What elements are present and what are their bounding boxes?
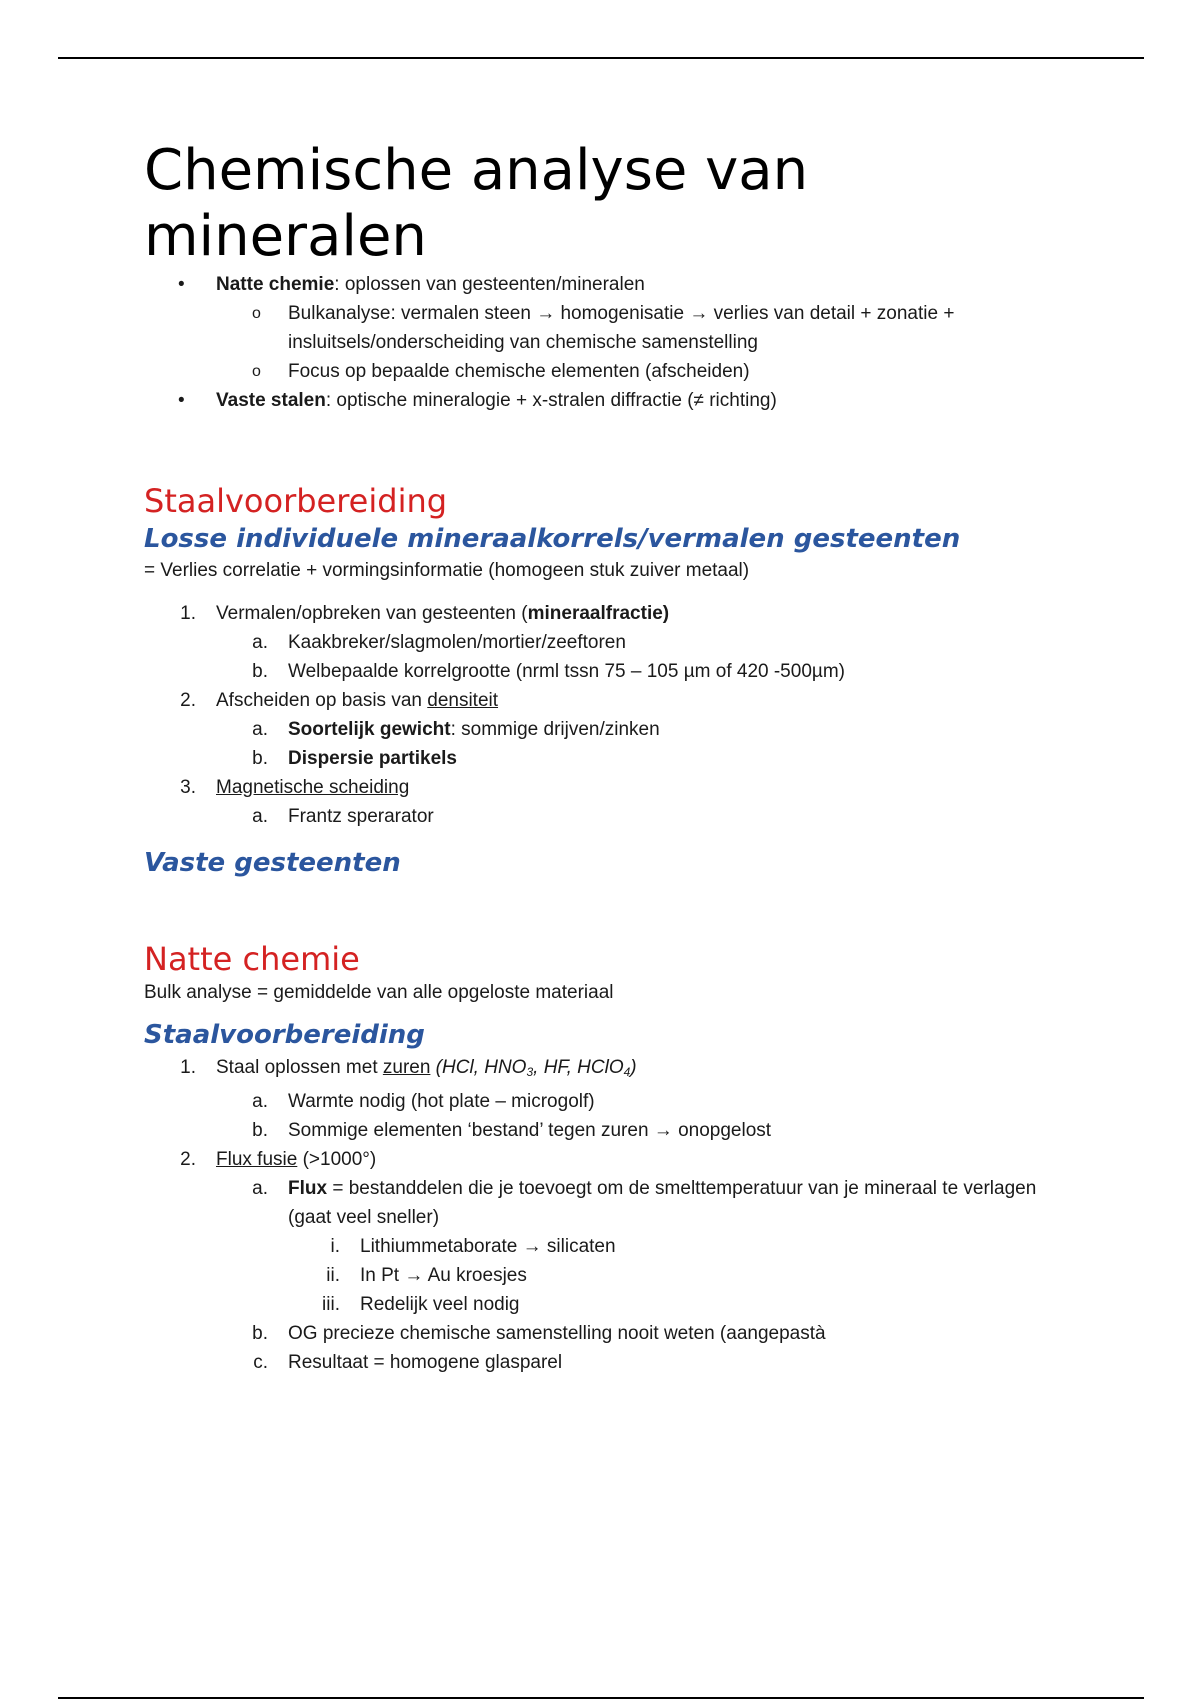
item-underlined: Flux fusie xyxy=(216,1149,298,1170)
number-marker: 1. xyxy=(180,1057,196,1078)
item-text: Resultaat = homogene glasparel xyxy=(288,1352,563,1373)
spacer xyxy=(144,1007,1044,1017)
item-text: Redelijk veel nodig xyxy=(360,1294,520,1315)
item-text: In Pt → Au kroesjes xyxy=(360,1265,527,1286)
letter-marker: a. xyxy=(252,1091,268,1112)
list-item xyxy=(144,628,1044,657)
item-bold: Dispersie partikels xyxy=(288,748,457,769)
list-item xyxy=(144,744,1044,773)
spacer xyxy=(144,831,1044,845)
vaste-text: : optische mineralogie + x-stralen diffractie (≠ richting) xyxy=(325,390,777,411)
subscript: 4 xyxy=(623,1065,631,1079)
item-underlined: zuren xyxy=(382,1057,431,1078)
list-item xyxy=(144,773,1044,802)
list-item xyxy=(144,299,1044,357)
verlies-note: = Verlies correlatie + vormingsinformatie (homogeen stuk zuiver metaal) xyxy=(144,560,750,581)
item-text: OG precieze chemische samenstelling nooit weten (aangepastà xyxy=(288,1323,826,1344)
list-item xyxy=(144,1232,1044,1261)
wet-prep-list xyxy=(144,1053,1044,1377)
intro-list xyxy=(144,270,1044,415)
section-heading-natte-chemie: Natte chemie xyxy=(144,940,360,978)
top-rule xyxy=(58,57,1144,59)
item-italic: ) xyxy=(630,1057,637,1078)
item-underlined: densiteit xyxy=(427,690,499,711)
item-underlined: Magnetische scheiding xyxy=(216,777,410,798)
vaste-label: Vaste stalen xyxy=(216,390,326,411)
document-body xyxy=(144,138,1044,1377)
natte-label: Natte chemie xyxy=(216,274,335,295)
letter-marker: b. xyxy=(252,1323,268,1344)
bullet-marker: • xyxy=(178,274,185,295)
item-text: Welbepaalde korrelgrootte (nrml tssn 75 – 105 µm of 420 -500µm) xyxy=(288,661,845,682)
number-marker: 2. xyxy=(180,690,196,711)
natte-text: : oplossen van gesteenten/mineralen xyxy=(334,274,645,295)
item-text: Lithiummetaborate → silicaten xyxy=(360,1236,616,1257)
letter-marker: a. xyxy=(252,1178,268,1199)
bullet-marker: • xyxy=(178,390,185,411)
item-bold: Soortelijk gewicht xyxy=(288,719,451,740)
roman-marker: iii. xyxy=(322,1294,340,1315)
letter-marker: c. xyxy=(253,1352,268,1373)
list-item xyxy=(144,357,1044,386)
letter-marker: b. xyxy=(252,748,268,769)
section-heading-staalvoorbereiding: Staalvoorbereiding xyxy=(144,482,448,520)
letter-marker: a. xyxy=(252,632,268,653)
item-italic: , HF, HClO xyxy=(533,1057,624,1078)
focus-text: Focus op bepaalde chemische elementen (afscheiden) xyxy=(288,361,750,382)
list-item xyxy=(144,1087,1044,1116)
item-text: Vermalen/opbreken van gesteenten ( xyxy=(216,603,528,624)
list-item xyxy=(144,715,1044,744)
item-text: Warmte nodig (hot plate – microgolf) xyxy=(288,1091,595,1112)
item-italic: (HCl, HNO xyxy=(430,1057,527,1078)
item-text: Staal oplossen met xyxy=(216,1057,383,1078)
list-item xyxy=(144,1145,1044,1174)
list-item xyxy=(144,686,1044,715)
number-marker: 3. xyxy=(180,777,196,798)
item-text: Frantz sperarator xyxy=(288,806,434,827)
letter-marker: b. xyxy=(252,661,268,682)
roman-marker: i. xyxy=(330,1236,340,1257)
spacer xyxy=(144,881,1044,939)
spacer xyxy=(144,415,1044,481)
number-marker: 2. xyxy=(180,1149,196,1170)
item-text: Kaakbreker/slagmolen/mortier/zeeftoren xyxy=(288,632,626,653)
item-text: = bestanddelen die je toevoegt om de smelttemperatuur van je mineraal te verlagen (gaat veel sneller) xyxy=(288,1178,1037,1228)
letter-marker: b. xyxy=(252,1120,268,1141)
bulk-analyse-text: Bulk analyse = gemiddelde van alle opgeloste materiaal xyxy=(144,982,614,1003)
letter-marker: a. xyxy=(252,806,268,827)
bulk-text: Bulkanalyse: vermalen steen → homogenisatie → verlies van detail + zonatie + insluitsels/onderscheiding van chemische samenstelling xyxy=(288,303,955,353)
circle-marker: o xyxy=(252,363,261,380)
list-item xyxy=(144,1174,1044,1232)
roman-marker: ii. xyxy=(326,1265,340,1286)
bottom-rule xyxy=(58,1697,1144,1699)
list-item xyxy=(144,1053,1044,1087)
list-item xyxy=(144,270,1044,299)
item-text: Afscheiden op basis van xyxy=(216,690,428,711)
item-text: Sommige elementen ‘bestand’ tegen zuren → onopgelost xyxy=(288,1120,772,1141)
item-text: (>1000°) xyxy=(297,1149,377,1170)
item-bold: Flux xyxy=(288,1178,328,1199)
letter-marker: a. xyxy=(252,719,268,740)
list-item xyxy=(144,657,1044,686)
sample-prep-list xyxy=(144,599,1044,831)
subscript: 3 xyxy=(526,1065,534,1079)
item-text: : sommige drijven/zinken xyxy=(450,719,660,740)
list-item xyxy=(144,386,1044,415)
subheading-vaste-gesteenten: Vaste gesteenten xyxy=(144,848,401,878)
list-item xyxy=(144,1348,1044,1377)
subheading-staalvoorbereiding: Staalvoorbereiding xyxy=(144,1020,425,1050)
circle-marker: o xyxy=(252,305,261,322)
item-bold: mineraalfractie) xyxy=(527,603,670,624)
list-item xyxy=(144,1290,1044,1319)
list-item xyxy=(144,1261,1044,1290)
list-item xyxy=(144,1319,1044,1348)
number-marker: 1. xyxy=(180,603,196,624)
list-item xyxy=(144,599,1044,628)
spacer xyxy=(144,585,1044,599)
list-item xyxy=(144,802,1044,831)
page-title: Chemische analyse van mineralen xyxy=(144,138,809,269)
list-item xyxy=(144,1116,1044,1145)
subheading-losse-korrels: Losse individuele mineraalkorrels/vermalen gesteenten xyxy=(144,524,961,554)
